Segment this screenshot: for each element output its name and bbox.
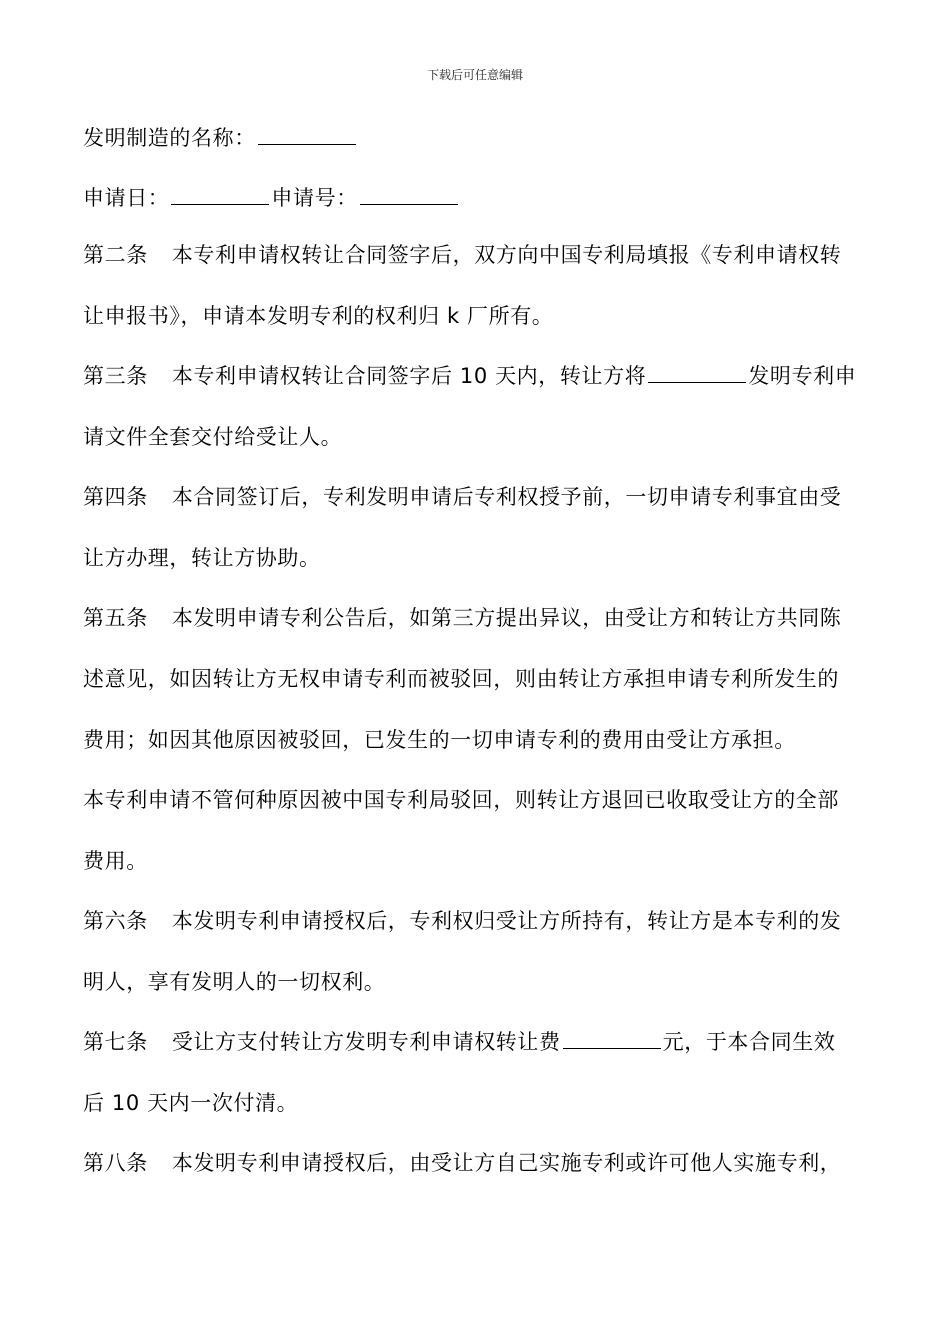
article-4-text-2: 让方办理，转让方协助。 — [83, 546, 321, 570]
article-8-number: 第八条 — [83, 1151, 148, 1175]
article-3-text-1a: 本专利申请权转让合同签字后 10 天内，转让方将 — [171, 364, 647, 388]
application-number-label: 申请号： — [271, 186, 358, 210]
article-3-number: 第三条 — [83, 364, 148, 388]
article-2-text-2: 让申报书》，申请本发明专利的权利归 k 厂所有。 — [83, 304, 554, 328]
article-5-line-2 — [83, 665, 839, 693]
article-8-line-1 — [83, 1149, 841, 1177]
article-6-line-1 — [83, 907, 841, 935]
application-number-blank — [360, 186, 458, 205]
article-7-blank — [563, 1030, 661, 1049]
article-5-line-1 — [83, 604, 841, 632]
article-6-number: 第六条 — [83, 909, 148, 933]
application-info-line — [83, 184, 460, 212]
article-7-line-2 — [83, 1089, 298, 1117]
application-date-label: 申请日： — [83, 186, 170, 210]
invention-name-line — [83, 124, 358, 152]
article-2-line-2 — [83, 302, 553, 330]
article-4-number: 第四条 — [83, 485, 148, 509]
article-6-text-1: 本发明专利申请授权后，专利权归受让方所持有，转让方是本专利的发 — [171, 909, 842, 933]
article-4-line-1 — [83, 483, 841, 511]
article-3-text-1b: 发明专利申 — [748, 364, 857, 388]
article-8-text-1: 本发明专利申请授权后，由受让方自己实施专利或许可他人实施专利， — [171, 1151, 842, 1175]
article-3-blank — [648, 364, 746, 383]
refund-text-1: 本专利申请不管何种原因被中国专利局驳回，则转让方退回已收取受让方的全部 — [83, 788, 839, 812]
article-5-text-3: 费用；如因其他原因被驳回，已发生的一切申请专利的费用由受让方承担。 — [83, 728, 796, 752]
article-5-text-2: 述意见，如因转让方无权申请专利而被驳回，则由转让方承担申请专利所发生的 — [83, 667, 839, 691]
refund-text-2: 费用。 — [83, 849, 148, 873]
refund-paragraph-line-2 — [83, 847, 148, 875]
article-7-number: 第七条 — [83, 1030, 148, 1054]
article-4-line-2 — [83, 544, 321, 572]
article-5-number: 第五条 — [83, 606, 148, 630]
refund-paragraph-line-1 — [83, 786, 839, 814]
article-3-line-2 — [83, 423, 342, 451]
invention-name-label: 发明制造的名称： — [83, 126, 256, 150]
article-3-line-1 — [83, 362, 856, 390]
article-2-text-1: 本专利申请权转让合同签字后，双方向中国专利局填报《专利申请权转 — [171, 243, 842, 267]
header-note: 下载后可任意编辑 — [426, 68, 523, 82]
article-7-text-1a: 受让方支付转让方发明专利申请权转让费 — [171, 1030, 561, 1054]
article-6-line-2 — [83, 968, 385, 996]
article-7-line-1 — [83, 1028, 835, 1056]
article-2-line-1 — [83, 241, 841, 269]
article-2-number: 第二条 — [83, 243, 148, 267]
article-4-text-1: 本合同签订后，专利发明申请后专利权授予前，一切申请专利事宜由受 — [171, 485, 842, 509]
article-5-line-3 — [83, 726, 796, 754]
invention-name-blank — [258, 126, 356, 145]
application-date-blank — [171, 186, 269, 205]
article-3-text-2: 请文件全套交付给受让人。 — [83, 425, 343, 449]
article-7-text-1b: 元，于本合同生效 — [662, 1030, 836, 1054]
article-7-text-2: 后 10 天内一次付清。 — [83, 1091, 299, 1115]
article-6-text-2: 明人，享有发明人的一切权利。 — [83, 970, 386, 994]
article-5-text-1: 本发明申请专利公告后，如第三方提出异议，由受让方和转让方共同陈 — [171, 606, 842, 630]
